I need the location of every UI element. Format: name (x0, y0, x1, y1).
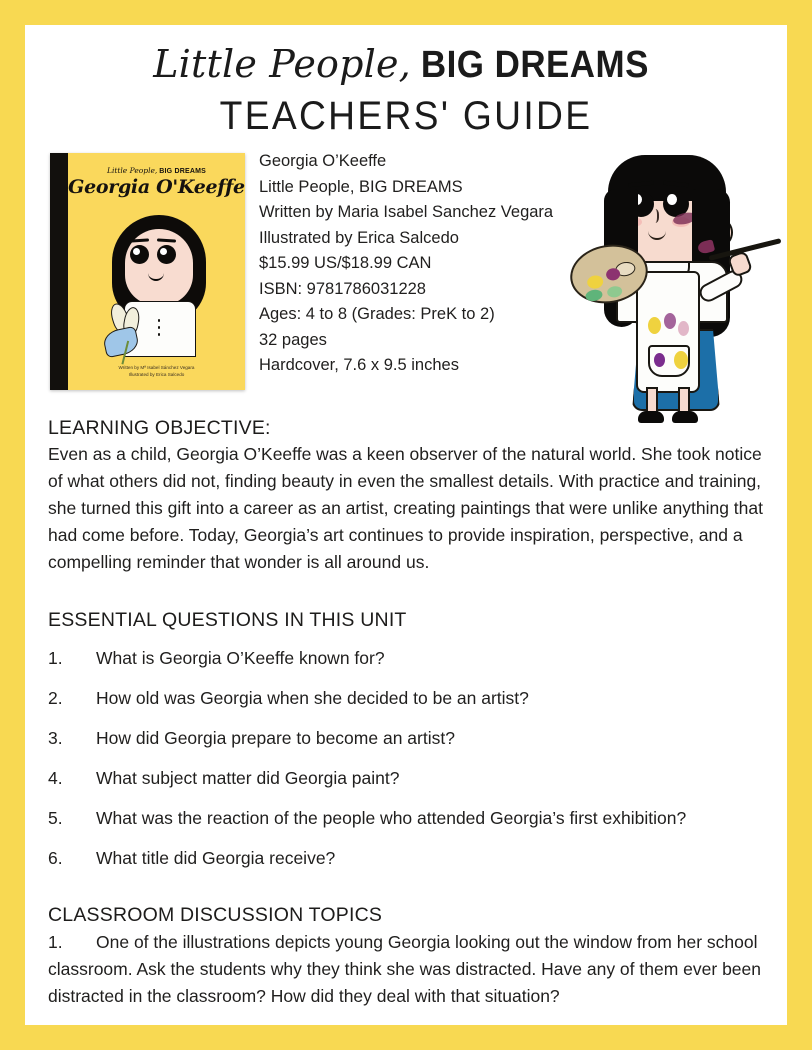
cover-kicker-script: Little People, (106, 166, 158, 175)
book-cover-face (68, 153, 245, 390)
series-title-bold: BIG DREAMS (420, 44, 649, 86)
cover-kicker-bold: BIG DREAMS (159, 168, 206, 175)
book-info-row (48, 153, 764, 403)
palette-blob-yellow (586, 274, 604, 290)
meta-line-series: Little People, BIG DREAMS (259, 177, 463, 196)
palette-blob-purple (605, 267, 621, 281)
meta-line-illustrator: Illustrated by Erica Salcedo (259, 228, 459, 247)
question-number: 4. (48, 768, 63, 788)
cover-credit-written: Written by Mª Isabel Sánchez Vegara (118, 365, 195, 370)
meta-line-price: $15.99 US/$18.99 CAN (259, 254, 432, 272)
illustration-shoe-left (638, 411, 664, 423)
meta-line-pages: 32 pages (259, 330, 327, 349)
cover-flower-bouquet (100, 303, 156, 359)
question-text: What is Georgia O’Keeffe known for? (96, 648, 385, 668)
learning-objective-heading: LEARNING OBJECTIVE: (48, 417, 271, 439)
question-item (48, 845, 764, 872)
question-item (48, 685, 764, 712)
question-item (48, 645, 764, 672)
question-number: 3. (48, 728, 63, 748)
illustration-apron-pocket (648, 345, 690, 377)
apron-paint-blob-2 (664, 313, 676, 329)
question-number: 1. (48, 648, 63, 668)
meta-line-author: Written by Maria Isabel Sanchez Vegara (259, 203, 554, 221)
cover-subject-name: Georgia O'Keeffe (68, 176, 245, 198)
artist-illustration (580, 149, 776, 404)
classroom-discussion-heading: CLASSROOM DISCUSSION TOPICS (48, 904, 383, 926)
question-number: 6. (48, 848, 63, 868)
document-page (25, 25, 787, 1025)
palette-blob-lightgreen (606, 285, 623, 298)
cover-eye-right (157, 245, 176, 264)
apron-paint-blob-1 (648, 317, 661, 334)
discussion-item (48, 929, 764, 1010)
question-number: 5. (48, 808, 63, 828)
cover-illustration (94, 215, 224, 355)
cover-credit-illustrated: Illustrated by Erica Salcedo (128, 372, 185, 377)
cover-credits (68, 364, 245, 378)
cover-button-1 (158, 319, 161, 322)
question-text: What was the reaction of the people who attended Georgia’s first exhibition? (96, 808, 687, 828)
series-title (48, 41, 764, 88)
palette-blob-green (585, 289, 604, 303)
book-cover-image (50, 153, 245, 390)
series-title-script: Little People, (153, 42, 411, 86)
question-item (48, 765, 764, 792)
book-metadata-list (259, 149, 553, 379)
cover-eye-left (130, 245, 149, 264)
question-text: What title did Georgia receive? (96, 848, 336, 868)
apron-paint-blob-3 (678, 321, 689, 336)
question-item (48, 725, 764, 752)
question-item (48, 805, 764, 832)
illustration-nose (650, 209, 659, 223)
essential-questions-heading: ESSENTIAL QUESTIONS IN THIS UNIT (48, 609, 407, 631)
meta-line-isbn: ISBN: 9781786031228 (259, 279, 426, 298)
question-text: How did Georgia prepare to become an artist? (96, 728, 455, 748)
question-number: 2. (48, 688, 63, 708)
cover-series-kicker (68, 166, 245, 175)
discussion-number: 1. (48, 932, 63, 952)
document-header (48, 25, 764, 139)
question-text: What subject matter did Georgia paint? (96, 768, 400, 788)
meta-line-title: Georgia O’Keeffe (259, 152, 387, 170)
meta-line-format: Hardcover, 7.6 x 9.5 inches (259, 356, 459, 374)
cover-button-3 (158, 333, 161, 336)
page-title: TEACHERS' GUIDE (219, 94, 593, 138)
page-content (48, 25, 764, 1025)
question-text: How old was Georgia when she decided to be an artist? (96, 688, 529, 708)
learning-objective-body: Even as a child, Georgia O’Keeffe was a keen observer of the natural world. She took notice of what others did not, finding beauty in even the smallest details. With practice and training, she turned this gift into a career as an artist, creating paintings that were unlike anything that had come before. Today, Georgia’s art continues to provide inspiration, perspective, and a compelling reminder that wonder is all around us. (48, 444, 763, 572)
illustration-shoe-right (672, 411, 698, 423)
essential-questions-list (48, 645, 764, 872)
cover-button-2 (158, 326, 161, 329)
discussion-text: One of the illustrations depicts young Georgia looking out the window from her school classroom. Ask the students why they think she was distracted. Have any of them ever been distracted in the classroom? How did they deal with that situation? (48, 932, 761, 1006)
meta-line-ages: Ages: 4 to 8 (Grades: PreK to 2) (259, 305, 495, 323)
